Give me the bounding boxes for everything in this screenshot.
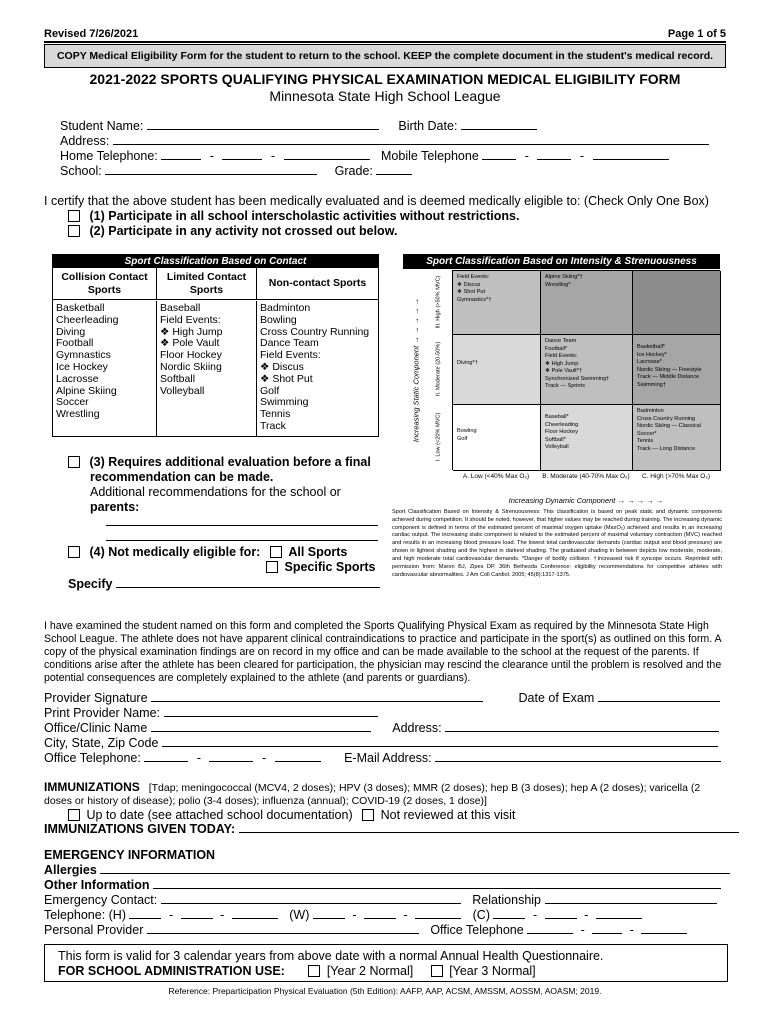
option-4-row bbox=[68, 545, 347, 560]
office-tel-number-field[interactable] bbox=[275, 751, 321, 762]
validity-text: This form is valid for 3 calendar years from above date with a normal Annual Health Questionnaire. bbox=[58, 949, 604, 963]
list-item: Football* bbox=[545, 345, 568, 352]
home-tel-label: Telephone: (H) bbox=[44, 908, 126, 922]
cell-high-moderate bbox=[541, 271, 633, 335]
cell-moderate-high bbox=[633, 335, 721, 405]
office-clinic-label: Office/Clinic Name bbox=[44, 721, 148, 735]
intensity-table-title: Sport Classification Based on Intensity & Strenuousness bbox=[403, 254, 720, 269]
office-telephone-row bbox=[44, 751, 721, 766]
address-label: Address: bbox=[60, 134, 110, 148]
list-item: Tennis bbox=[637, 438, 654, 445]
provider-signature-row bbox=[44, 691, 720, 706]
list-item: Basketball bbox=[56, 302, 105, 314]
cell-moderate-moderate bbox=[541, 335, 633, 405]
list-item: Cross Country Running bbox=[637, 415, 696, 422]
list-item: Field Events: bbox=[160, 313, 221, 326]
list-item: Lacrosse* bbox=[637, 359, 662, 366]
given-today-label: IMMUNIZATIONS GIVEN TODAY: bbox=[44, 822, 236, 836]
emergency-w-number-field[interactable] bbox=[415, 908, 461, 919]
list-item: ❖ Discus bbox=[260, 360, 304, 373]
list-item: Diving*† bbox=[457, 360, 478, 366]
limited-contact-header: Limited Contact Sports bbox=[157, 268, 257, 299]
immunization-status-row bbox=[68, 808, 515, 823]
allergies-field[interactable] bbox=[100, 863, 730, 874]
non-contact-header: Non-contact Sports bbox=[268, 277, 367, 289]
list-item: Basketball* bbox=[637, 344, 665, 350]
list-item: Synchronized Swimming† bbox=[545, 375, 610, 382]
col-label-moderate: B. Moderate (40-70% Max O₂) bbox=[542, 473, 630, 480]
list-item: ❖ Discus bbox=[457, 281, 481, 288]
list-item: Track — Middle Distance bbox=[637, 374, 700, 381]
option-3-checkbox[interactable] bbox=[68, 456, 80, 468]
all-sports-checkbox[interactable] bbox=[270, 546, 282, 558]
student-name-field[interactable] bbox=[147, 119, 379, 130]
dynamic-axis-label: Increasing Dynamic Component → → → → → bbox=[508, 496, 664, 505]
dash: - bbox=[584, 908, 589, 922]
immunizations-block bbox=[44, 781, 728, 808]
option-4-checkbox[interactable] bbox=[68, 546, 80, 558]
provider-tel-area-field[interactable] bbox=[527, 923, 573, 934]
form-title: 2021-2022 SPORTS QUALIFYING PHYSICAL EXAMINATION MEDICAL ELIGIBILITY FORM bbox=[89, 71, 681, 87]
list-item: Golf bbox=[457, 435, 468, 442]
dash: - bbox=[532, 908, 538, 922]
option-2-checkbox[interactable] bbox=[68, 225, 80, 237]
up-to-date-checkbox[interactable] bbox=[68, 809, 80, 821]
given-today-row bbox=[44, 822, 739, 837]
list-item: Bowling bbox=[457, 428, 477, 434]
list-item: Nordic Skiing — Classical bbox=[637, 423, 702, 430]
emergency-contact-row bbox=[44, 893, 717, 908]
list-item: Ice Hockey bbox=[56, 360, 108, 373]
home-tel-area-field[interactable] bbox=[161, 149, 201, 160]
list-item: Baseball* bbox=[545, 414, 569, 420]
office-clinic-field[interactable] bbox=[151, 721, 371, 732]
print-provider-name-field[interactable] bbox=[164, 706, 378, 717]
dash: - bbox=[580, 923, 585, 937]
dash: - bbox=[579, 149, 585, 163]
not-reviewed-label: Not reviewed at this visit bbox=[380, 808, 516, 822]
emergency-w-prefix-field[interactable] bbox=[364, 908, 396, 919]
provider-address-field[interactable] bbox=[445, 721, 719, 732]
school-field[interactable] bbox=[105, 164, 317, 175]
option-3-label: (3) Requires additional evaluation before a final bbox=[89, 455, 371, 469]
grade-field[interactable] bbox=[376, 164, 412, 175]
provider-signature-field[interactable] bbox=[151, 691, 483, 702]
cell-high-low bbox=[453, 271, 541, 335]
page-number: Page 1 of 5 bbox=[667, 28, 726, 40]
recommendation-field-2[interactable] bbox=[106, 540, 378, 541]
list-item: Softball* bbox=[545, 436, 566, 443]
list-item: Golf bbox=[260, 384, 280, 397]
dynamic-column-labels bbox=[452, 473, 720, 493]
dash: - bbox=[261, 751, 267, 765]
personal-provider-field[interactable] bbox=[147, 923, 419, 934]
dash: - bbox=[220, 908, 225, 922]
address-row bbox=[60, 134, 709, 149]
emergency-h-area-field[interactable] bbox=[129, 908, 161, 919]
list-item: ❖ High Jump bbox=[545, 360, 579, 367]
immunizations-list: [Tdap; meningococcal (MCV4, 2 doses); HPV (3 doses); MMR (2 doses); hep B (3 doses); hep A (2 doses); varicella (2 doses or history of disease); polio (3-4 doses); influenza (annual); COVID-19 (2 doses, 1 dose)] bbox=[44, 782, 701, 807]
list-item: ❖ Shot Put bbox=[260, 372, 313, 385]
option-1-label: (1) Participate in all school interscholastic activities without restrictions. bbox=[89, 209, 520, 223]
mobile-telephone-label: Mobile Telephone bbox=[381, 149, 479, 163]
option-2-label: (2) Participate in any activity not crossed out below. bbox=[89, 224, 398, 238]
dash: - bbox=[196, 751, 201, 765]
list-item: Wrestling bbox=[56, 408, 100, 421]
list-item: Wrestling* bbox=[545, 281, 571, 288]
student-name-label: Student Name: bbox=[60, 119, 144, 133]
list-item: ❖ Pole Vault bbox=[160, 337, 220, 350]
year-3-label: [Year 3 Normal] bbox=[449, 964, 536, 978]
list-item: Soccer* bbox=[637, 430, 657, 437]
city-state-zip-field[interactable] bbox=[162, 736, 718, 747]
year-3-checkbox[interactable] bbox=[431, 965, 443, 977]
contact-table-title: Sport Classification Based on Contact bbox=[53, 255, 378, 268]
dash: - bbox=[403, 908, 408, 922]
intensity-grid bbox=[452, 270, 720, 470]
option-1-row bbox=[68, 209, 519, 224]
list-item: Nordic Skiing bbox=[160, 360, 222, 373]
dash: - bbox=[352, 908, 357, 922]
list-item: Badminton bbox=[260, 302, 311, 314]
specify-label: Specify bbox=[68, 577, 113, 591]
home-telephone-label: Home Telephone: bbox=[60, 149, 158, 163]
emergency-c-prefix-field[interactable] bbox=[545, 908, 577, 919]
contact-classification-table bbox=[52, 254, 379, 437]
dash: - bbox=[629, 923, 634, 937]
reference: Reference: Preparticipation Physical Evaluation (5th Edition): AAFP, AAP, ACSM, AMSSM, AOSSM, AOASM; 2019. bbox=[168, 986, 602, 996]
option-3-line-3: Additional recommendations for the school or bbox=[90, 485, 341, 499]
office-tel-area-field[interactable] bbox=[144, 751, 188, 762]
provider-attestation: I have examined the student named on this form and completed the Sports Qualifying Physical Exam as required by the Minnesota State High School League. The athlete does not have apparent clinical contraindications to practice and participate in the sport(s) as outlined on this form. A copy of the physical examination findings are on record in my office and can be made available to the school at the request of the parents. If conditions arise after the athlete has been cleared for participation, the physician may rescind the clearance until the problem is resolved and the potential consequences are completely explained to the athlete (and parents or guardians). bbox=[44, 620, 722, 684]
list-item: Field Events: bbox=[260, 349, 321, 362]
work-tel-label: (W) bbox=[289, 908, 310, 922]
list-item: Alpine Skiing*† bbox=[545, 274, 583, 280]
grade-label: Grade: bbox=[334, 164, 373, 178]
col-label-high: C. High (>70% Max O₂) bbox=[641, 473, 711, 480]
list-item: Track bbox=[260, 419, 286, 432]
dash: - bbox=[270, 149, 276, 163]
given-today-field[interactable] bbox=[239, 822, 739, 833]
list-item: Football bbox=[56, 337, 94, 350]
list-item: Cheerleading bbox=[545, 421, 579, 428]
cell-tel-label: (C) bbox=[472, 908, 490, 922]
emergency-c-area-field[interactable] bbox=[493, 908, 525, 919]
immunizations-label: IMMUNIZATIONS bbox=[44, 780, 140, 794]
provider-tel-number-field[interactable] bbox=[641, 923, 687, 934]
emergency-h-prefix-field[interactable] bbox=[181, 908, 213, 919]
not-reviewed-checkbox[interactable] bbox=[362, 809, 374, 821]
specify-row bbox=[68, 577, 380, 592]
personal-provider-label: Personal Provider bbox=[44, 923, 144, 937]
list-item: Volleyball bbox=[160, 384, 205, 397]
admin-label: FOR SCHOOL ADMINISTRATION USE: bbox=[58, 964, 285, 978]
birth-date-field[interactable] bbox=[461, 119, 537, 130]
row-label-high: III. High (>50% MVC) bbox=[435, 275, 442, 329]
office-clinic-row bbox=[44, 721, 719, 736]
email-label: E-Mail Address: bbox=[344, 751, 432, 765]
city-state-zip-label: City, State, Zip Code bbox=[44, 736, 159, 750]
intensity-footnote: Sport Classification Based on Intensity & Strenuousness: This classification is based on peak static and dynamic components achieved during competition. It should be noted, however, that higher values may be reached during training. The increasing dynamic component is defined in terms of the estimated percent of maximal oxygen uptake (MaxO₂) achieved and results in an increasing cardiac output. The increasing static component is related to the estimated percent of maximal voluntary contraction (MVC) reached and results in an increasing blood pressure load. The lowest total cardiovascular demands (cardiac output and blood pressure) are shown in lightest shading and the highest in darkest shading. The graduated shading in between depicts low moderate, moderate, and high moderate total cardiovascular demands. *Danger of bodily collision. †Increased risk if syncope occurs. Reprinted with permission from: Maron BJ, Zipes DP. 36th Bethesda Conference: eligibility recommendations for competitive athletes with cardiovascular abnormalities. J Am Coll Cardiol. 2005; 45(8):1317-1375. bbox=[392, 509, 722, 578]
static-row-labels bbox=[426, 270, 452, 470]
list-item: Nordic Skiing — Freestyle bbox=[637, 366, 702, 373]
option-3-row bbox=[68, 455, 371, 470]
dash: - bbox=[168, 908, 174, 922]
recommendation-field-1[interactable] bbox=[106, 525, 378, 526]
emergency-contact-field[interactable] bbox=[161, 893, 461, 904]
emergency-telephone-row bbox=[44, 908, 642, 923]
cell-low-high bbox=[633, 405, 721, 471]
address-field[interactable] bbox=[113, 134, 709, 145]
allergies-label: Allergies bbox=[44, 863, 97, 877]
up-to-date-label: Up to date (see attached school documentation) bbox=[86, 808, 353, 822]
list-item: Cheerleading bbox=[56, 313, 119, 326]
collision-list bbox=[53, 301, 157, 436]
certify-statement: I certify that the above student has been medically evaluated and is deemed medically eligible to: (Check Only One Box) bbox=[44, 194, 709, 208]
cell-low-moderate bbox=[541, 405, 633, 471]
list-item: Dance Team bbox=[545, 338, 577, 344]
emergency-c-number-field[interactable] bbox=[596, 908, 642, 919]
row-label-moderate: II. Moderate (20-50%) bbox=[435, 341, 442, 397]
specific-sports-checkbox[interactable] bbox=[266, 561, 278, 573]
non-contact-list bbox=[257, 301, 378, 436]
revised-date: Revised 7/26/2021 bbox=[44, 28, 139, 40]
date-of-exam-field[interactable] bbox=[598, 691, 720, 702]
list-item: Gymnastics*† bbox=[457, 296, 492, 303]
emergency-w-area-field[interactable] bbox=[313, 908, 345, 919]
list-item: Field Events: bbox=[457, 274, 490, 280]
form-subtitle: Minnesota State High School League bbox=[269, 88, 501, 104]
list-item: Swimming bbox=[260, 396, 309, 409]
list-item: Track — Sprints bbox=[545, 383, 585, 390]
school-label: School: bbox=[60, 164, 102, 178]
date-of-exam-label: Date of Exam bbox=[518, 691, 595, 705]
school-row bbox=[60, 164, 412, 179]
option-3-line-2: recommendation can be made. bbox=[90, 470, 274, 484]
provider-office-telephone-label: Office Telephone bbox=[430, 923, 524, 937]
other-info-field[interactable] bbox=[153, 878, 721, 889]
header-rule bbox=[44, 41, 726, 43]
option-1-checkbox[interactable] bbox=[68, 210, 80, 222]
year-2-checkbox[interactable] bbox=[308, 965, 320, 977]
list-item: Badminton bbox=[637, 408, 664, 414]
mobile-tel-number-field[interactable] bbox=[593, 149, 669, 160]
year-2-label: [Year 2 Normal] bbox=[326, 964, 414, 978]
personal-provider-row bbox=[44, 923, 687, 938]
list-item: Cross Country Running bbox=[260, 325, 370, 338]
provider-signature-label: Provider Signature bbox=[44, 691, 148, 705]
dash: - bbox=[209, 149, 214, 163]
list-item: Floor Hockey bbox=[545, 429, 578, 436]
other-info-row bbox=[44, 878, 721, 893]
validity-box bbox=[44, 944, 728, 982]
row-label-low: I. Low (<20% MVC) bbox=[435, 412, 442, 462]
cell-low-low bbox=[453, 405, 541, 471]
office-telephone-label: Office Telephone: bbox=[44, 751, 141, 765]
print-provider-name-label: Print Provider Name: bbox=[44, 706, 161, 720]
admin-row bbox=[58, 964, 536, 979]
list-item: ❖ High Jump bbox=[160, 325, 223, 338]
list-item: Ice Hockey* bbox=[637, 351, 667, 358]
all-sports-label: All Sports bbox=[288, 545, 348, 559]
list-item: Gymnastics bbox=[56, 349, 111, 362]
option-3-line-4: parents: bbox=[90, 500, 140, 514]
option-2-row bbox=[68, 224, 397, 239]
list-item: Alpine Skiing bbox=[56, 384, 117, 397]
birth-date-label: Birth Date: bbox=[398, 119, 458, 133]
email-field[interactable] bbox=[435, 751, 721, 762]
list-item: Field Events: bbox=[545, 353, 578, 360]
list-item: Softball bbox=[160, 372, 196, 385]
cell-moderate-low bbox=[453, 335, 541, 405]
list-item: ❖ Shot Put bbox=[457, 289, 486, 296]
other-info-label: Other Information bbox=[44, 878, 150, 892]
relationship-label: Relationship bbox=[472, 893, 542, 907]
col-label-low: A. Low (<40% Max O₂) bbox=[462, 473, 530, 480]
contact-table-header bbox=[53, 268, 378, 300]
student-name-row bbox=[60, 119, 537, 134]
list-item: Bowling bbox=[260, 313, 297, 326]
option-4-label: (4) Not medically eligible for: bbox=[89, 545, 261, 559]
telephone-row bbox=[60, 149, 669, 164]
list-item: Floor Hockey bbox=[160, 349, 222, 362]
city-state-zip-row bbox=[44, 736, 718, 751]
contact-table-body bbox=[53, 301, 378, 436]
list-item: Soccer bbox=[56, 396, 89, 409]
allergies-row bbox=[44, 863, 730, 878]
mobile-tel-area-field[interactable] bbox=[482, 149, 516, 160]
office-tel-prefix-field[interactable] bbox=[209, 751, 253, 762]
list-item: Baseball bbox=[160, 302, 201, 314]
emergency-title: EMERGENCY INFORMATION bbox=[44, 848, 216, 862]
collision-header: Collision Contact Sports bbox=[53, 268, 157, 299]
emergency-h-number-field[interactable] bbox=[232, 908, 278, 919]
list-item: ❖ Pole Vault*† bbox=[545, 368, 582, 375]
list-item: Diving bbox=[56, 325, 86, 338]
static-axis-label: Increasing Static Component → → → → → bbox=[411, 297, 421, 443]
limited-contact-list bbox=[157, 301, 257, 436]
static-axis-label-container bbox=[411, 270, 421, 470]
home-tel-prefix-field[interactable] bbox=[222, 149, 262, 160]
relationship-field[interactable] bbox=[545, 893, 717, 904]
mobile-tel-prefix-field[interactable] bbox=[537, 149, 571, 160]
list-item: Lacrosse bbox=[56, 372, 99, 385]
cell-high-high bbox=[633, 271, 721, 335]
list-item: Dance Team bbox=[260, 337, 319, 350]
emergency-contact-label: Emergency Contact: bbox=[44, 893, 158, 907]
list-item: Volleyball bbox=[545, 444, 569, 451]
specific-sports-label: Specific Sports bbox=[284, 560, 376, 574]
print-name-row bbox=[44, 706, 378, 721]
copy-notice: COPY Medical Eligibility Form for the student to return to the school. KEEP the complete document in the student's medical record. bbox=[44, 44, 726, 68]
list-item: Track — Long Distance bbox=[637, 445, 696, 452]
list-item: Swimming† bbox=[637, 381, 666, 388]
dash: - bbox=[524, 149, 529, 163]
address-label-provider: Address: bbox=[392, 721, 442, 735]
home-tel-number-field[interactable] bbox=[284, 149, 370, 160]
specific-sports-row bbox=[266, 560, 375, 575]
provider-tel-prefix-field[interactable] bbox=[592, 923, 622, 934]
specify-field[interactable] bbox=[116, 577, 380, 588]
list-item: Tennis bbox=[260, 408, 291, 421]
